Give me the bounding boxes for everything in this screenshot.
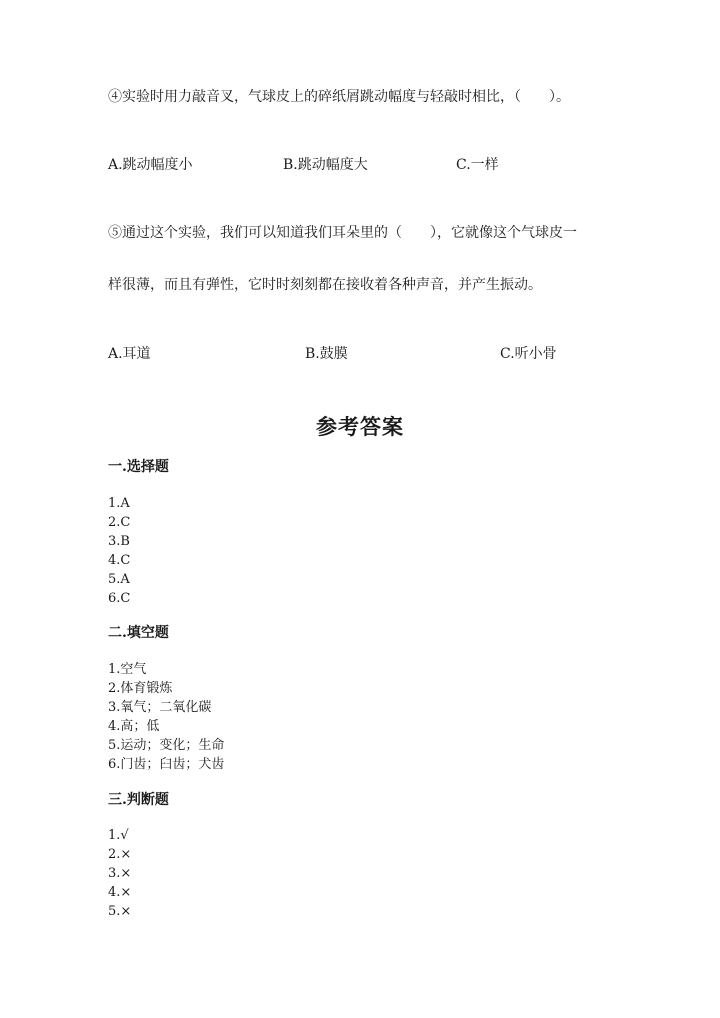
section-heading-fill-in: 二.填空题: [108, 625, 169, 641]
answer-item: 2.体育锻炼: [108, 681, 173, 696]
answer-item: 3.氧气；二氧化碳: [108, 700, 212, 715]
answer-item: 4.×: [108, 885, 132, 900]
question-5-option-c: C.听小骨: [500, 346, 557, 362]
answer-item: 6.门齿；臼齿；犬齿: [108, 757, 225, 772]
question-5-option-a: A.耳道: [108, 346, 151, 362]
answer-item: 5.A: [108, 572, 130, 587]
question-5-option-b: B.鼓膜: [305, 346, 348, 362]
answer-item: 3.×: [108, 866, 132, 881]
answer-item: 3.B: [108, 534, 130, 549]
question-4-option-b: B.跳动幅度大: [283, 157, 368, 173]
question-4-option-c: C.一样: [456, 157, 499, 173]
section-heading-multiple-choice: 一.选择题: [108, 459, 169, 475]
answer-item: 5.×: [108, 904, 132, 919]
answer-item: 2.×: [108, 847, 132, 862]
answer-item: 5.运动；变化；生命: [108, 738, 225, 753]
answer-item: 1.空气: [108, 662, 147, 677]
question-5-stem-line-1: ⑤通过这个实验，我们可以知道我们耳朵里的（ ），它就像这个气球皮一: [108, 225, 577, 241]
answer-list-multiple-choice: [108, 494, 130, 608]
section-heading-true-false: 三.判断题: [108, 792, 169, 808]
answer-list-fill-in: [108, 660, 224, 774]
question-4-stem: ④实验时用力敲音叉，气球皮上的碎纸屑跳动幅度与轻敲时相比，（ ）。: [108, 89, 570, 105]
answer-item: 6.C: [108, 591, 131, 606]
answer-item: 2.C: [108, 515, 131, 530]
question-4-option-a: A.跳动幅度小: [108, 157, 193, 173]
question-5-stem-line-2: 样很薄，而且有弹性，它时时刻刻都在接收着各种声音，并产生振动。: [108, 277, 542, 293]
answer-key-title: 参考答案: [316, 414, 404, 439]
answer-item: 1.A: [108, 496, 130, 511]
answer-item: 4.高；低: [108, 719, 160, 734]
answer-item: 1.√: [108, 828, 129, 843]
answer-item: 4.C: [108, 553, 131, 568]
answer-list-true-false: [108, 826, 131, 921]
